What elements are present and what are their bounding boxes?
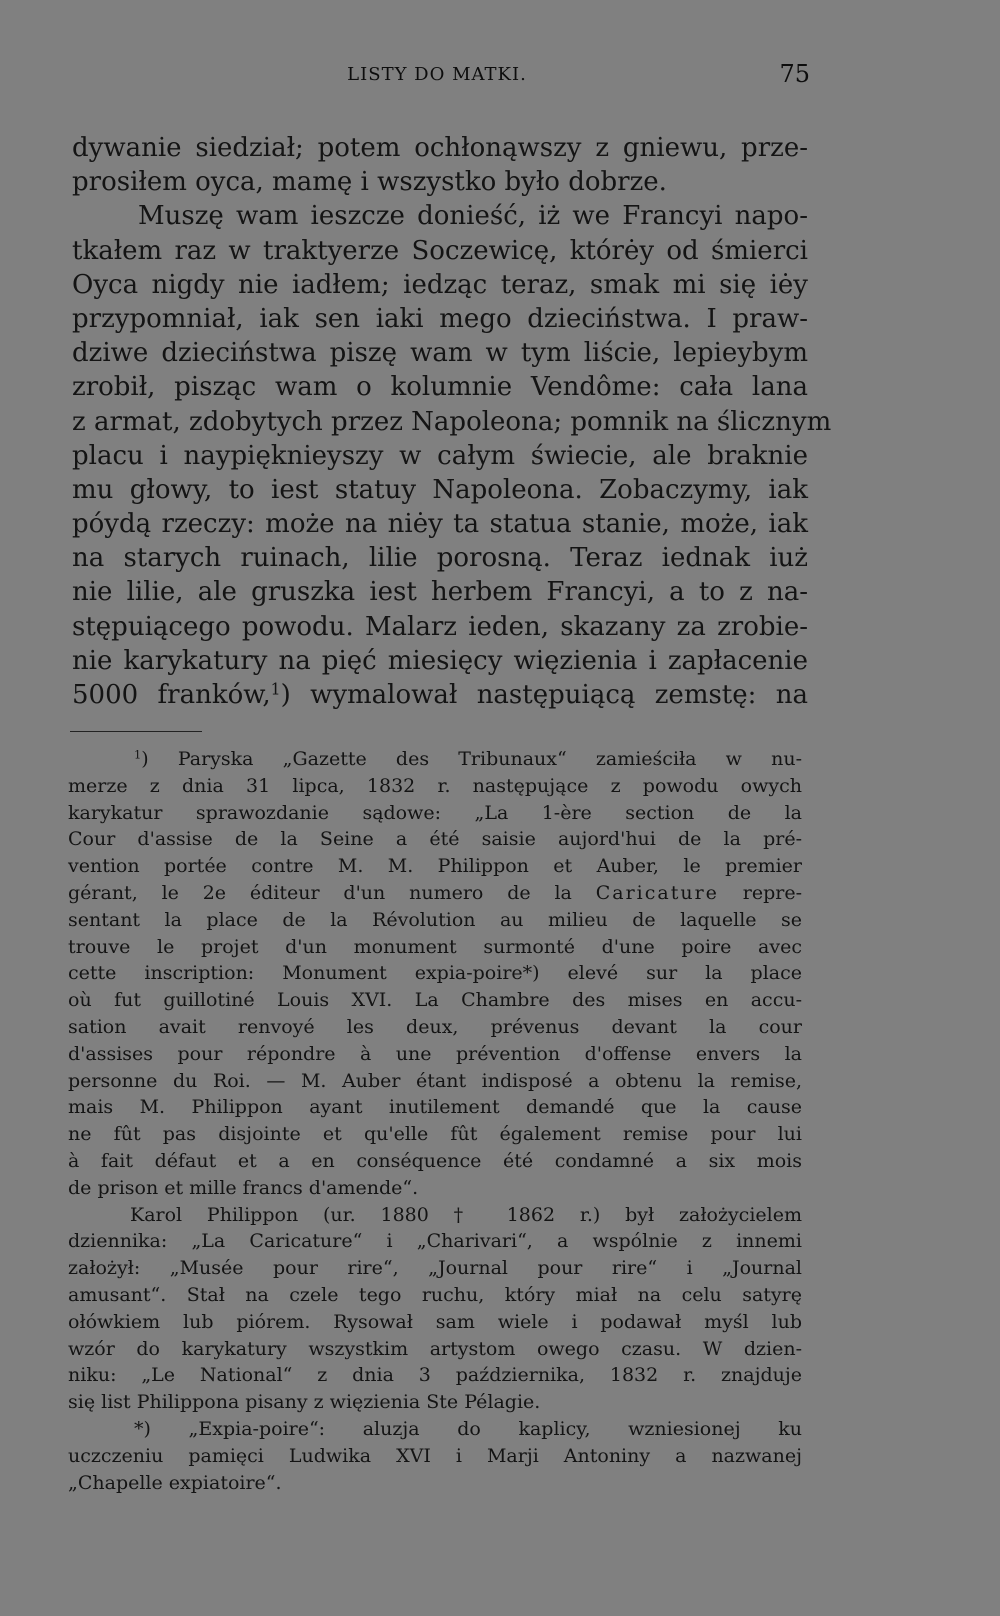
footnote-line: de prison et mille francs d'amende“. <box>68 1176 419 1199</box>
text-line: zrobił, pisząc wam o kolumnie Vendôme: cała lana <box>72 372 808 403</box>
running-title: LISTY DO MATKI. <box>347 64 527 85</box>
footnote-line: mais M. Philippon ayant inutilement demandé que la cause <box>68 1096 802 1119</box>
footnote-line: wzór do karykatury wszystkim artystom owego czasu. W dzien- <box>68 1337 802 1360</box>
footnote-line: sation avait renvoyé les deux, prévenus devant la cour <box>68 1015 802 1038</box>
footnote-line: à fait défaut et a en conséquence été condamné a six mois <box>68 1149 802 1172</box>
text-segment: repre- <box>742 881 802 904</box>
footnote-line: amusant“. Stał na czele tego ruchu, który miał na celu satyrę <box>68 1283 802 1306</box>
text-line: nie karykatury na pięć miesięcy więzienia i zapłacenie <box>72 645 808 676</box>
footnote-line: karykatur sprawozdanie sądowe: „La 1-ère section de la <box>68 801 802 824</box>
text-segment: 5000 franków, <box>72 680 271 710</box>
footnote-line: się list Philippona pisany z więzienia Ste Pélagie. <box>68 1391 541 1414</box>
text-line: mu głowy, to iest statuy Napoleona. Zobaczymy, iak <box>72 474 808 505</box>
footnote-line: d'assises pour répondre à une prévention d'offense envers la <box>68 1042 802 1065</box>
footnote-line: dziennika: „La Caricature“ i „Charivari“, a wspólnie z innemi <box>68 1230 802 1253</box>
emphasized-title: Caricature <box>595 881 719 904</box>
text-line: nie lilie, ale gruszka iest herbem Francyi, a to z na- <box>72 577 808 608</box>
footnote-line: ne fût pas disjointe et qu'elle fût également remise pour lui <box>68 1123 802 1146</box>
footnote-line <box>68 880 802 907</box>
footnote-line: „Chapelle expiatoire“. <box>68 1471 282 1494</box>
footnote-line: uczczeniu pamięci Ludwika XVI i Marji Antoniny a nazwanej <box>68 1444 802 1467</box>
text-line: stępuiącego powodu. Malarz ieden, skazany za zrobie- <box>72 611 808 642</box>
footnote-line: trouve le projet d'un monument surmonté d'une poire avec <box>68 935 802 958</box>
footnote-line: sentant la place de la Révolution au milieu de laquelle se <box>68 908 802 931</box>
main-text <box>72 131 832 712</box>
page-number: 75 <box>779 60 810 88</box>
text-line: na starych ruinach, lilie porosną. Teraz iednak iuż <box>72 543 808 574</box>
text-line: tkałem raz w traktyerze Soczewicę, którėy od śmierci <box>72 235 808 266</box>
text-line: dziwe dzieciństwa piszę wam w tym liście, lepieybym <box>72 338 808 369</box>
text-line: prosiłem oyca, mamę i wszystko było dobrze. <box>72 167 667 198</box>
text-line: póydą rzeczy: może na niėy ta statua stanie, może, iak <box>72 509 808 540</box>
text-segment: ) Paryska „Gazette des Tribunaux“ zamieściła w nu- <box>141 748 802 770</box>
text-line: placu i naypięknieyszy w całym świecie, ale braknie <box>72 440 808 471</box>
footnote-line: vention portée contre M. M. Philippon et Auber, le premier <box>68 855 802 878</box>
footnote-line <box>68 746 802 773</box>
footnote-divider <box>70 731 202 732</box>
footnote-line: cette inscription: Monument expia-poire*) elevé sur la place <box>68 962 802 985</box>
footnote-line: niku: „Le National“ z dnia 3 października, 1832 r. znajduje <box>68 1364 802 1387</box>
footnote-line: personne du Roi. — M. Auber étant indisposé a obtenu la remise, <box>68 1069 802 1092</box>
footnote-line: où fut guillotiné Louis XVI. La Chambre des mises en accu- <box>68 989 802 1012</box>
running-head <box>64 60 810 92</box>
footnotes <box>68 746 802 1496</box>
text-line: Muszę wam ieszcze donieść, iż we Francyi napo- <box>138 201 808 232</box>
footnote-marker: 1 <box>134 747 142 762</box>
text-segment: ) wymalował następuiącą zemstę: na <box>280 680 809 710</box>
text-line: dywanie siedział; potem ochłonąwszy z gniewu, prze- <box>72 133 808 163</box>
footnote-line: *) „Expia-poire“: aluzja do kaplicy, wzniesionej ku <box>134 1417 802 1440</box>
text-line: z armat, zdobytych przez Napoleona; pomnik na ślicznym <box>72 406 832 437</box>
text-segment: gérant, le 2e éditeur d'un numero de la <box>68 881 572 904</box>
text-line: przypomniał, iak sen iaki mego dzieciństwa. I praw- <box>72 303 808 334</box>
footnote-line: założył: „Musée pour rire“, „Journal pour rire“ i „Journal <box>68 1257 802 1280</box>
footnote-reference: 1 <box>270 680 281 699</box>
footnote-line: Karol Philippon (ur. 1880 † 1862 r.) był założycielem <box>130 1203 802 1226</box>
text-line <box>72 678 808 712</box>
footnote-line: ołówkiem lub piórem. Rysował sam wiele i podawał myśl lub <box>68 1310 802 1333</box>
footnote-line: merze z dnia 31 lipca, 1832 r. następujące z powodu owych <box>68 774 802 797</box>
text-line: Oyca nigdy nie iadłem; iedząc teraz, smak mi się iėy <box>72 269 808 300</box>
footnote-line: Cour d'assise de la Seine a été saisie aujord'hui de la pré- <box>68 828 802 851</box>
